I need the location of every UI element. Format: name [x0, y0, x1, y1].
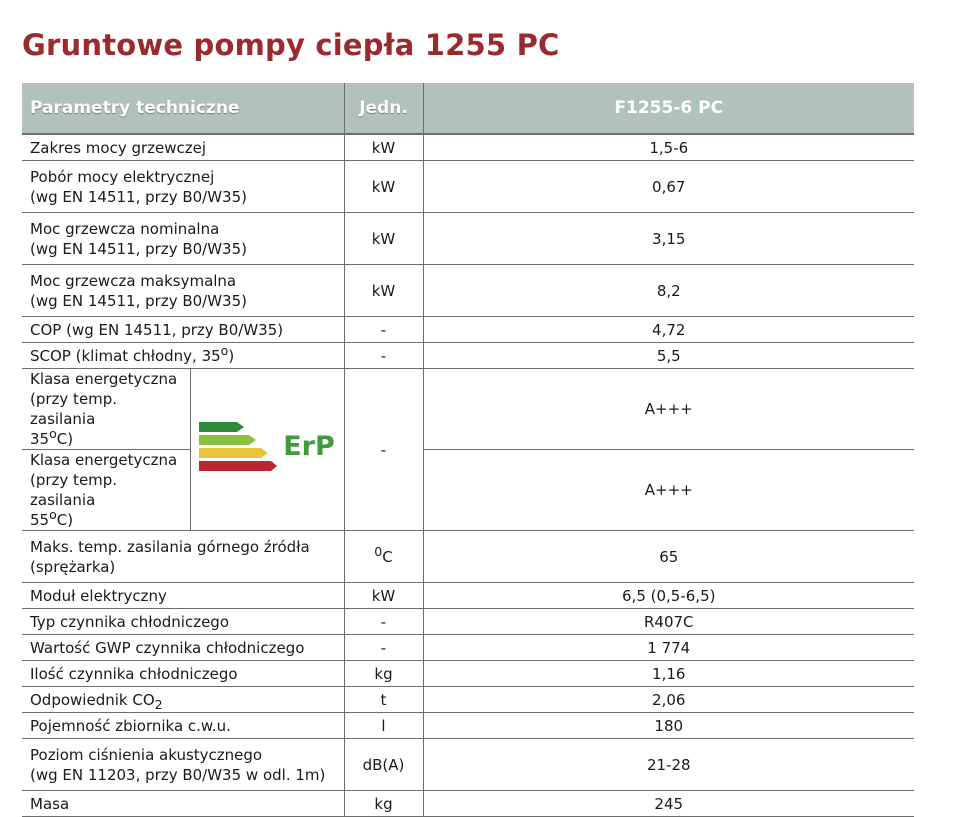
value-cell: 0,67 [423, 161, 914, 213]
value-cell: 180 [423, 713, 914, 739]
erp-logo [199, 422, 335, 472]
unit-cell: kW [344, 161, 423, 213]
unit-cell: dB(A) [344, 739, 423, 791]
param-cell: Pojemność zbiornika c.w.u. [22, 713, 344, 739]
param-line-2: (wg EN 14511, przy B0/W35) [30, 291, 247, 310]
subscript: 2 [154, 696, 163, 712]
unit-cell: - [344, 609, 423, 635]
unit-cell: kW [344, 583, 423, 609]
param-cell: Zakres mocy grzewczej [22, 134, 344, 161]
page-title: Gruntowe pompy ciepła 1255 PC [22, 28, 560, 62]
spec-table [22, 83, 914, 817]
superscript: o [49, 426, 57, 441]
table-row [22, 791, 914, 817]
value-cell: 4,72 [423, 317, 914, 343]
param-line-1: Maks. temp. zasilania górnego źródła [30, 537, 310, 556]
superscript: o [220, 342, 229, 358]
value-cell: R407C [423, 609, 914, 635]
param-line-2: (przy temp. zasilania [30, 390, 118, 428]
table-row [22, 531, 914, 583]
param-cell: COP (wg EN 14511, przy B0/W35) [22, 317, 344, 343]
param-cell [22, 531, 344, 583]
unit-cell: kW [344, 213, 423, 265]
param-line-3a: 35 [30, 430, 50, 448]
param-text: Odpowiednik CO [30, 690, 155, 709]
table-row [22, 343, 914, 369]
erp-logo-text: ErP [283, 431, 335, 462]
energy-bars-icon [199, 422, 277, 472]
value-cell: 65 [423, 531, 914, 583]
param-cell [22, 161, 344, 213]
param-cell: Masa [22, 791, 344, 817]
param-line-1: Klasa energetyczna [30, 370, 178, 388]
unit-cell: kW [344, 134, 423, 161]
param-line-1: Poziom ciśnienia akustycznego [30, 745, 263, 764]
param-cell [22, 450, 190, 531]
table-row [22, 661, 914, 687]
table-row [22, 583, 914, 609]
unit-cell: t [344, 687, 423, 713]
energy-row [22, 450, 914, 531]
table-row [22, 713, 914, 739]
table-row [22, 635, 914, 661]
param-line-1: Moc grzewcza nominalna [30, 219, 220, 238]
value-cell: A+++ [423, 450, 914, 531]
param-text: SCOP (klimat chłodny, 35 [30, 346, 221, 365]
param-cell: Typ czynnika chłodniczego [22, 609, 344, 635]
table-row [22, 161, 914, 213]
superscript: 0 [374, 543, 383, 559]
param-line-2: (przy temp. zasilania [30, 471, 118, 509]
header-unit: Jedn. [344, 83, 423, 134]
param-line-1: Pobór mocy elektrycznej [30, 167, 215, 186]
param-line-3a: 55 [30, 511, 50, 529]
param-line-1: Klasa energetyczna [30, 451, 178, 469]
header-model: F1255-6 PC [423, 83, 914, 134]
value-cell: 5,5 [423, 343, 914, 369]
param-cell: Ilość czynnika chłodniczego [22, 661, 344, 687]
param-line-2: (wg EN 11203, przy B0/W35 w odl. 1m) [30, 765, 326, 784]
param-cell [22, 739, 344, 791]
value-cell: 1 774 [423, 635, 914, 661]
param-cell [22, 687, 344, 713]
unit-cell: l [344, 713, 423, 739]
param-cell: Moduł elektryczny [22, 583, 344, 609]
value-cell: 6,5 (0,5-6,5) [423, 583, 914, 609]
value-cell: 1,5-6 [423, 134, 914, 161]
param-cell [22, 369, 190, 450]
param-line-3b: C) [56, 511, 74, 529]
value-cell: 2,06 [423, 687, 914, 713]
table-row [22, 134, 914, 161]
unit-cell: kW [344, 265, 423, 317]
unit-cell: kg [344, 791, 423, 817]
param-cell [22, 213, 344, 265]
value-cell: 245 [423, 791, 914, 817]
value-cell: 1,16 [423, 661, 914, 687]
param-line-2: (wg EN 14511, przy B0/W35) [30, 239, 247, 258]
superscript: o [49, 507, 57, 522]
value-cell: 3,15 [423, 213, 914, 265]
param-text-end: ) [228, 346, 235, 365]
table-row [22, 687, 914, 713]
value-cell: 21-28 [423, 739, 914, 791]
header-param: Parametry techniczne [22, 83, 344, 134]
value-cell: A+++ [423, 369, 914, 450]
param-cell: Wartość GWP czynnika chłodniczego [22, 635, 344, 661]
unit-cell: - [344, 635, 423, 661]
table-header-row [22, 83, 914, 134]
unit-cell: - [344, 343, 423, 369]
table-row [22, 265, 914, 317]
unit-text: C [382, 547, 393, 566]
value-cell: 8,2 [423, 265, 914, 317]
unit-cell: - [344, 369, 423, 531]
param-line-3b: C) [56, 430, 74, 448]
unit-cell [344, 531, 423, 583]
unit-cell: - [344, 317, 423, 343]
unit-cell: kg [344, 661, 423, 687]
table-row [22, 739, 914, 791]
param-cell [22, 343, 344, 369]
param-cell [22, 265, 344, 317]
energy-row [22, 369, 914, 450]
table-row [22, 213, 914, 265]
param-line-2: (wg EN 14511, przy B0/W35) [30, 187, 247, 206]
param-line-1: Moc grzewcza maksymalna [30, 271, 237, 290]
erp-logo-cell [190, 369, 344, 531]
table-row [22, 609, 914, 635]
table-row [22, 317, 914, 343]
param-line-2: (sprężarka) [30, 557, 116, 576]
